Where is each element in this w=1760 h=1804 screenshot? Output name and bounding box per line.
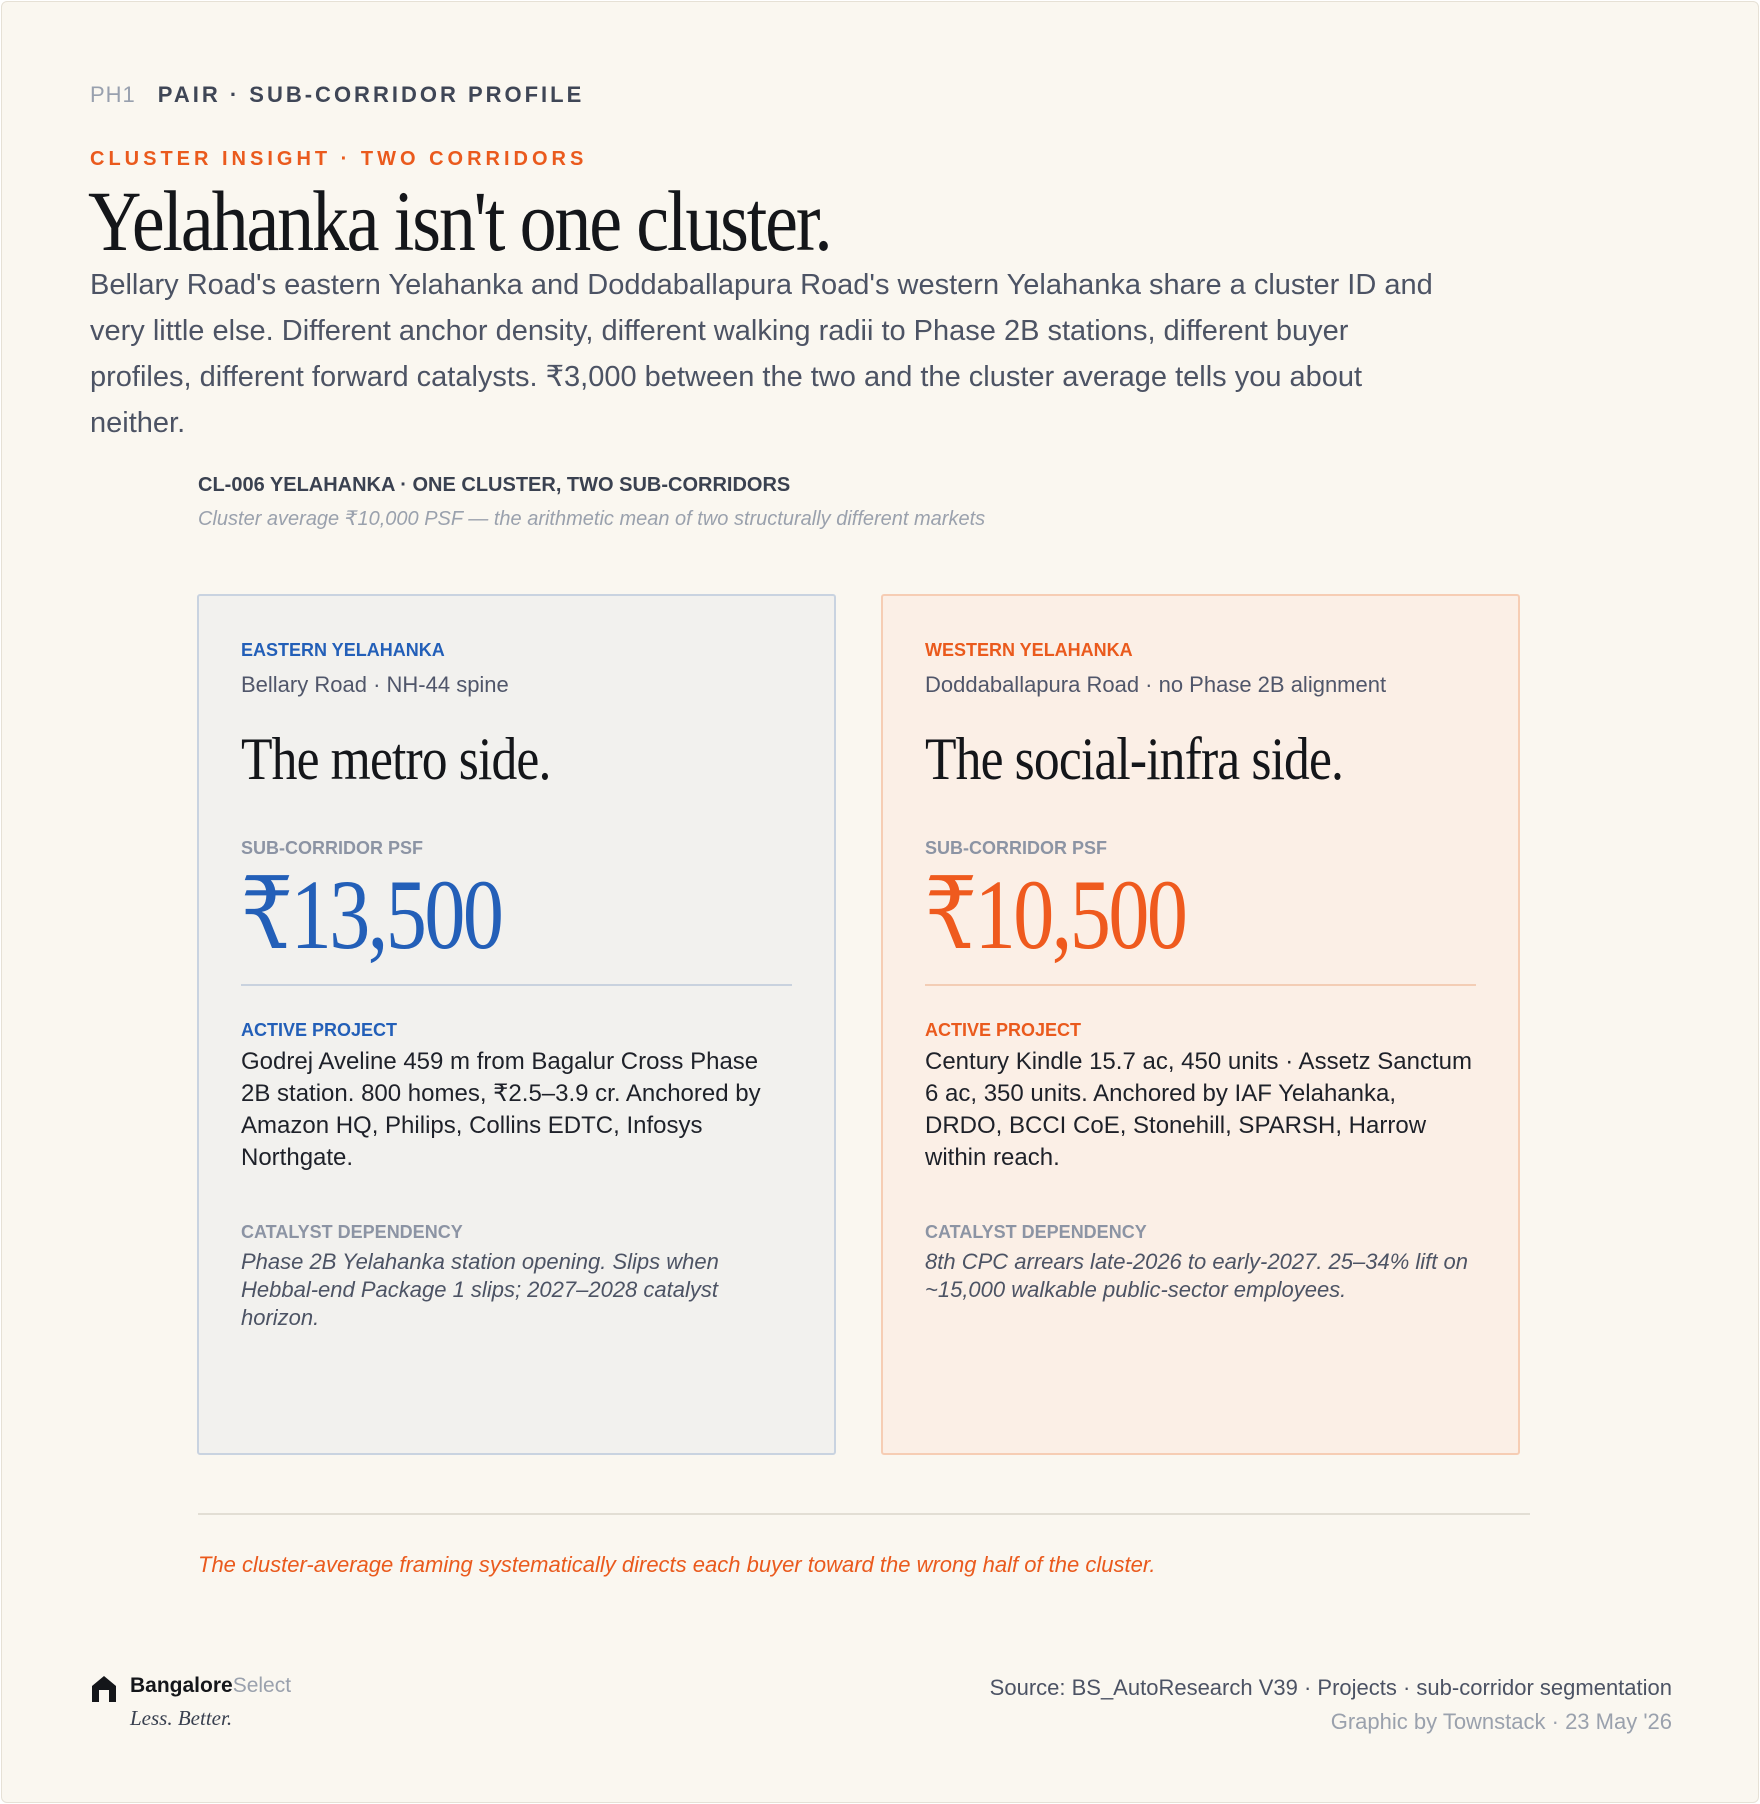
catalyst-text: Phase 2B Yelahanka station opening. Slips when Hebbal-end Package 1 slips; 2027–2028 catalyst horizon.: [241, 1249, 719, 1330]
section-code: PH1: [90, 82, 136, 107]
catalyst-label: CATALYST DEPENDENCY: [241, 1222, 463, 1242]
section-divider: [198, 1513, 1530, 1515]
conclusion-note: The cluster-average framing systematically directs each buyer toward the wrong half of the cluster.: [198, 1552, 1156, 1577]
card-tagline: The metro side.: [241, 726, 551, 792]
project-label: ACTIVE PROJECT: [925, 1020, 1082, 1040]
infographic-page: [1, 1, 1759, 1803]
brand-tagline: Less. Better.: [130, 1706, 233, 1730]
card-tagline: The social-infra side.: [925, 726, 1344, 792]
psf-label: SUB-CORRIDOR PSF: [925, 838, 1108, 858]
catalyst-label: CATALYST DEPENDENCY: [925, 1222, 1147, 1242]
headline: Yelahanka isn't one cluster.: [88, 173, 831, 269]
section-eyebrow: [90, 82, 584, 108]
brand-name: [130, 1674, 291, 1698]
card-eastern-yelahanka: [197, 594, 836, 1455]
card-divider: [241, 984, 792, 986]
card-road: Doddaballapura Road · no Phase 2B alignment: [925, 672, 1387, 697]
catalyst-text: 8th CPC arrears late-2026 to early-2027. 25–34% lift on ~15,000 walkable public-sector employees.: [925, 1249, 1468, 1302]
brand-name-light: Select: [232, 1674, 292, 1697]
card-divider: [925, 984, 1476, 986]
card-region: WESTERN YELAHANKA: [925, 640, 1133, 660]
card-western-yelahanka: [881, 594, 1520, 1455]
section-label: PAIR · SUB-CORRIDOR PROFILE: [157, 82, 585, 107]
home-icon: [90, 1674, 118, 1704]
source-note: Source: BS_AutoResearch V39 · Projects · sub-corridor segmentation: [989, 1675, 1672, 1700]
panel-title: CL-006 YELAHANKA · ONE CLUSTER, TWO SUB-CORRIDORS: [198, 474, 791, 496]
psf-value: ₹13,500: [241, 859, 502, 970]
psf-label: SUB-CORRIDOR PSF: [241, 838, 424, 858]
brand-name-bold: Bangalore: [130, 1674, 233, 1697]
project-text: Godrej Aveline 459 m from Bagalur Cross Phase 2B station. 800 homes, ₹2.5–3.9 cr. Anchored by Amazon HQ, Philips, Collins EDTC, Infosys Northgate.: [241, 1048, 761, 1171]
card-road: Bellary Road · NH-44 spine: [241, 672, 509, 697]
lede-paragraph: Bellary Road's eastern Yelahanka and Doddaballapura Road's western Yelahanka share a cluster ID and very little else. Different anchor density, different walking radii to Phase 2B stations, different buyer profiles, different forward catalysts. ₹3,000 between the two and the cluster average tells you about neither.: [90, 269, 1433, 439]
psf-value: ₹10,500: [925, 859, 1186, 970]
project-text: Century Kindle 15.7 ac, 450 units · Assetz Sanctum 6 ac, 350 units. Anchored by IAF Yelahanka, DRDO, BCCI CoE, Stonehill, SPARSH, Harrow within reach.: [925, 1048, 1472, 1171]
kicker: CLUSTER INSIGHT · TWO CORRIDORS: [90, 148, 588, 170]
project-label: ACTIVE PROJECT: [241, 1020, 398, 1040]
card-region: EASTERN YELAHANKA: [241, 640, 445, 660]
credit-note: Graphic by Townstack · 23 May '26: [1330, 1709, 1672, 1734]
panel-subtitle: Cluster average ₹10,000 PSF — the arithmetic mean of two structurally different markets: [198, 508, 986, 530]
